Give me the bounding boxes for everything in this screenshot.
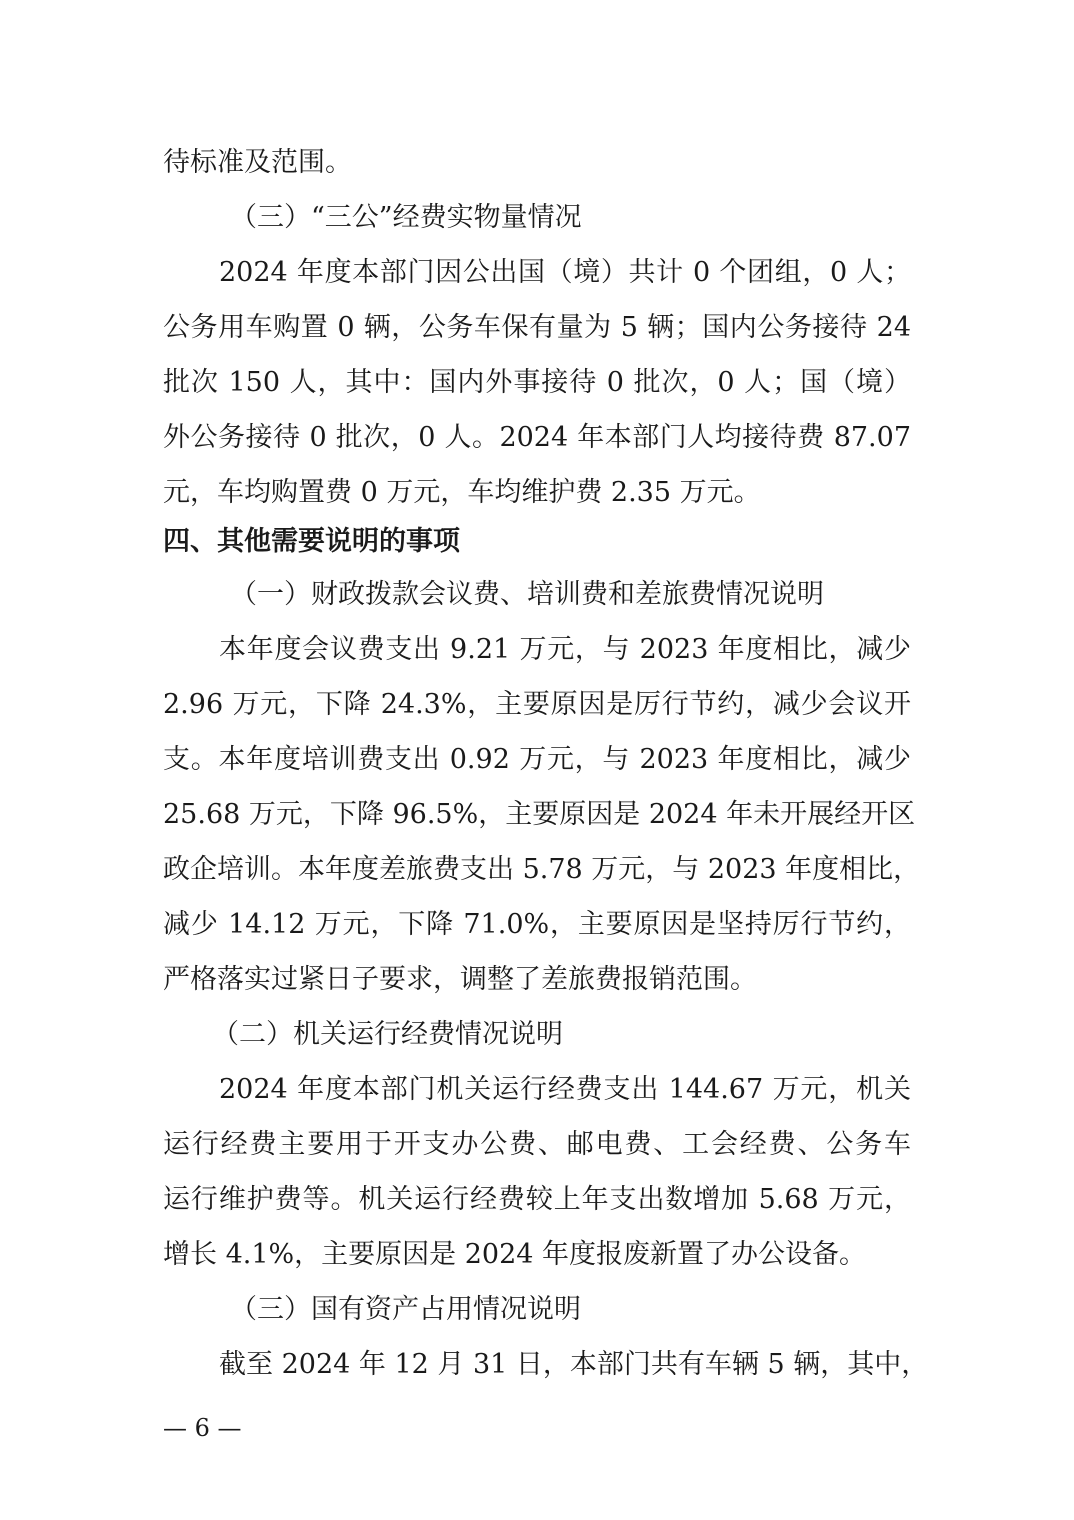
paragraph-line: 外公务接待 0 批次，0 人。2024 年本部门人均接待费 87.07 [163,422,911,453]
section-subheading: （二）机关运行经费情况说明 [212,1019,563,1050]
paragraph-line: 政企培训。本年度差旅费支出 5.78 万元，与 2023 年度相比， [163,854,921,885]
paragraph-line: 严格落实过紧日子要求，调整了差旅费报销范围。 [163,964,757,995]
paragraph-line: 运行经费主要用于开支办公费、邮电费、工会经费、公务车 [163,1129,911,1160]
section-heading: 四、其他需要说明的事项 [163,526,460,557]
section-subheading: （一）财政拨款会议费、培训费和差旅费情况说明 [230,579,824,610]
paragraph-line: 25.68 万元，下降 96.5%，主要原因是 2024 年未开展经开区 [163,799,916,830]
paragraph-line: 待标准及范围。 [163,147,352,178]
paragraph-line: 本年度会议费支出 9.21 万元，与 2023 年度相比，减少 [219,634,911,665]
paragraph-line: 公务用车购置 0 辆，公务车保有量为 5 辆；国内公务接待 24 [163,312,911,343]
paragraph-line: 2024 年度本部门因公出国（境）共计 0 个团组，0 人； [219,257,911,288]
paragraph-line: 支。本年度培训费支出 0.92 万元，与 2023 年度相比，减少 [163,744,911,775]
paragraph-line: 运行维护费等。机关运行经费较上年支出数增加 5.68 万元， [163,1184,911,1215]
paragraph-line: 2024 年度本部门机关运行经费支出 144.67 万元，机关 [219,1074,911,1105]
section-subheading: （三）“三公”经费实物量情况 [230,202,582,233]
page-number: — 6 — [163,1414,242,1442]
paragraph-line: 2.96 万元，下降 24.3%，主要原因是厉行节约，减少会议开 [163,689,911,720]
paragraph-line: 减少 14.12 万元，下降 71.0%，主要原因是坚持厉行节约， [163,909,911,940]
section-subheading: （三）国有资产占用情况说明 [230,1294,581,1325]
paragraph-line: 批次 150 人，其中：国内外事接待 0 批次，0 人；国（境） [163,367,911,398]
paragraph-line: 元，车均购置费 0 万元，车均维护费 2.35 万元。 [163,477,761,508]
paragraph-line: 增长 4.1%，主要原因是 2024 年度报废新置了办公设备。 [163,1239,867,1270]
paragraph-line: 截至 2024 年 12 月 31 日，本部门共有车辆 5 辆，其中， [219,1349,929,1380]
